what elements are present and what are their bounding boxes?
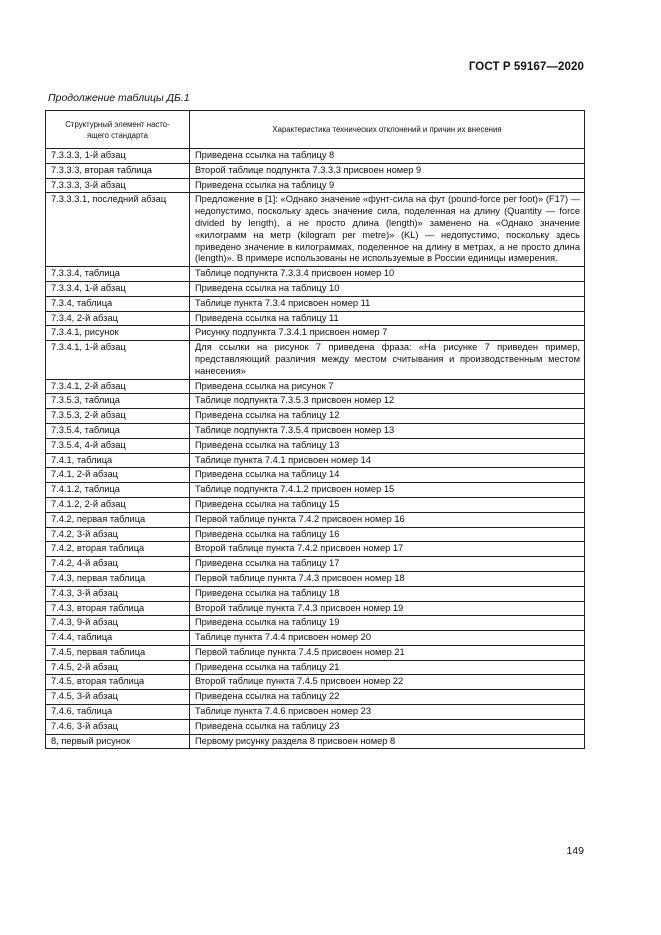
table-row (46, 296, 585, 311)
document-code: ГОСТ Р 59167—2020 (468, 61, 584, 73)
deviation-description-cell: Первой таблице пункта 7.4.5 присвоен номер 21 (190, 645, 585, 660)
table-row (46, 483, 585, 498)
structural-element-cell: 7.3.5.4, 4-й абзац (46, 438, 190, 453)
table-row (46, 527, 585, 542)
table-row (46, 586, 585, 601)
structural-element-cell: 7.3.5.3, 2-й абзац (46, 409, 190, 424)
structural-element-cell: 7.4.2, 3-й абзац (46, 527, 190, 542)
page-number: 149 (566, 845, 584, 857)
table-row (46, 512, 585, 527)
table-row (46, 645, 585, 660)
table-row (46, 571, 585, 586)
deviation-description-cell: Приведена ссылка на таблицу 16 (190, 527, 585, 542)
structural-element-cell: 7.4.6, 3-й абзац (46, 719, 190, 734)
structural-element-cell: 7.4.5, вторая таблица (46, 675, 190, 690)
deviation-description-cell: Приведена ссылка на рисунок 7 (190, 379, 585, 394)
structural-element-cell: 7.3.3.4, таблица (46, 267, 190, 282)
table-row (46, 719, 585, 734)
table-row (46, 281, 585, 296)
table-body (46, 149, 585, 749)
table-row (46, 557, 585, 572)
deviation-description-cell: Таблице пункта 7.4.6 присвоен номер 23 (190, 705, 585, 720)
table-row (46, 149, 585, 164)
structural-element-cell: 8, первый рисунок (46, 734, 190, 749)
structural-element-cell: 7.3.3.4, 1-й абзац (46, 281, 190, 296)
table-row (46, 438, 585, 453)
deviation-description-cell: Таблице пункта 7.4.4 присвоен номер 20 (190, 631, 585, 646)
structural-element-cell: 7.3.5.4, таблица (46, 423, 190, 438)
structural-element-cell: 7.4.1, 2-й абзац (46, 468, 190, 483)
table-row (46, 734, 585, 749)
structural-element-cell: 7.4.3, вторая таблица (46, 601, 190, 616)
structural-element-cell: 7.4.5, первая таблица (46, 645, 190, 660)
table-row (46, 660, 585, 675)
table-row (46, 468, 585, 483)
structural-element-cell: 7.4.1.2, 2-й абзац (46, 497, 190, 512)
table-row (46, 690, 585, 705)
table-row (46, 178, 585, 193)
deviation-description-cell: Первому рисунку раздела 8 присвоен номер 8 (190, 734, 585, 749)
column-header-deviation-description (190, 111, 585, 149)
structural-element-cell: 7.4.5, 2-й абзац (46, 660, 190, 675)
deviation-description-cell: Рисунку подпункта 7.3.4.1 присвоен номер 7 (190, 326, 585, 341)
structural-element-cell: 7.3.3.3, 1-й абзац (46, 149, 190, 164)
table-row (46, 616, 585, 631)
table-row (46, 409, 585, 424)
deviation-description-cell: Таблице пункта 7.3.4 присвоен номер 11 (190, 296, 585, 311)
deviation-description-cell: Приведена ссылка на таблицу 15 (190, 497, 585, 512)
table-row (46, 379, 585, 394)
structural-element-cell: 7.3.4, 2-й абзац (46, 311, 190, 326)
deviation-description-cell: Первой таблице пункта 7.4.3 присвоен номер 18 (190, 571, 585, 586)
deviation-description-cell: Таблице подпункта 7.3.5.3 присвоен номер 12 (190, 394, 585, 409)
deviations-table (45, 110, 585, 749)
structural-element-cell: 7.3.4, таблица (46, 296, 190, 311)
table-row (46, 453, 585, 468)
structural-element-cell: 7.4.2, первая таблица (46, 512, 190, 527)
deviation-description-cell: Приведена ссылка на таблицу 9 (190, 178, 585, 193)
structural-element-cell: 7.4.2, вторая таблица (46, 542, 190, 557)
deviation-description-cell: Второй таблице пункта 7.4.3 присвоен номер 19 (190, 601, 585, 616)
deviation-description-cell: Таблице подпункта 7.4.1.2 присвоен номер 15 (190, 483, 585, 498)
column-header-structural-element (46, 111, 190, 149)
structural-element-cell: 7.3.3.3.1, последний абзац (46, 193, 190, 267)
table-row (46, 631, 585, 646)
table-row (46, 542, 585, 557)
deviation-description-cell: Таблице пункта 7.4.1 присвоен номер 14 (190, 453, 585, 468)
table-row (46, 267, 585, 282)
structural-element-cell: 7.3.4.1, 2-й абзац (46, 379, 190, 394)
structural-element-cell: 7.4.6, таблица (46, 705, 190, 720)
table-row (46, 326, 585, 341)
structural-element-cell: 7.4.2, 4-й абзац (46, 557, 190, 572)
table-row (46, 341, 585, 379)
deviation-description-cell: Приведена ссылка на таблицу 21 (190, 660, 585, 675)
table-row (46, 675, 585, 690)
structural-element-cell: 7.4.3, 9-й абзац (46, 616, 190, 631)
deviation-description-cell: Приведена ссылка на таблицу 12 (190, 409, 585, 424)
deviation-description-cell: Приведена ссылка на таблицу 13 (190, 438, 585, 453)
deviation-description-cell: Первой таблице пункта 7.4.2 присвоен номер 16 (190, 512, 585, 527)
table-row (46, 163, 585, 178)
table-row (46, 193, 585, 267)
table-row (46, 423, 585, 438)
deviation-description-cell: Приведена ссылка на таблицу 23 (190, 719, 585, 734)
structural-element-cell: 7.3.4.1, 1-й абзац (46, 341, 190, 379)
deviation-description-cell: Второй таблице пункта 7.4.5 присвоен номер 22 (190, 675, 585, 690)
deviation-description-cell: Таблице подпункта 7.3.3.4 присвоен номер 10 (190, 267, 585, 282)
structural-element-cell: 7.4.1, таблица (46, 453, 190, 468)
column-header-text: Характеристика технических отклонений и причин их внесения (272, 125, 502, 134)
table-row (46, 394, 585, 409)
deviation-description-cell: Приведена ссылка на таблицу 14 (190, 468, 585, 483)
table-row (46, 705, 585, 720)
column-header-text: Структурный элемент насто- ящего стандарта (65, 119, 170, 140)
deviation-description-cell: Приведена ссылка на таблицу 18 (190, 586, 585, 601)
deviation-description-cell: Приведена ссылка на таблицу 10 (190, 281, 585, 296)
deviation-description-cell: Для ссылки на рисунок 7 приведена фраза: «На рисунке 7 приведен пример, представляющий различия между местом считывания и производственным местом нанесения» (190, 341, 585, 379)
table-row (46, 601, 585, 616)
deviation-description-cell: Приведена ссылка на таблицу 22 (190, 690, 585, 705)
structural-element-cell: 7.3.3.3, вторая таблица (46, 163, 190, 178)
deviation-description-cell: Предложение в [1]: «Однако значение «фунт-сила на фут (pound-force per foot)» (F17) — недопустимо, поскольку здесь значение сила, поделенная на длину (Quantity — force divided by length), а не просто длина (length)» заменено на «Однако значение «килограмм на метр (kilogram per metre)» (KL) — недопустимо, поскольку здесь приведено значение в килограммах, поделенное на длину в метрах, а не просто длина (length)». В примере использованы не используемые в России единицы измерения. (190, 193, 585, 267)
structural-element-cell: 7.4.1.2, таблица (46, 483, 190, 498)
structural-element-cell: 7.3.5.3, таблица (46, 394, 190, 409)
deviation-description-cell: Приведена ссылка на таблицу 19 (190, 616, 585, 631)
structural-element-cell: 7.3.4.1, рисунок (46, 326, 190, 341)
deviation-description-cell: Второй таблице пункта 7.4.2 присвоен номер 17 (190, 542, 585, 557)
structural-element-cell: 7.4.3, первая таблица (46, 571, 190, 586)
deviation-description-cell: Приведена ссылка на таблицу 11 (190, 311, 585, 326)
structural-element-cell: 7.4.5, 3-й абзац (46, 690, 190, 705)
table-header-row (46, 111, 585, 149)
structural-element-cell: 7.4.4, таблица (46, 631, 190, 646)
table-caption: Продолжение таблицы ДБ.1 (48, 92, 190, 104)
deviation-description-cell: Второй таблице подпункта 7.3.3.3 присвоен номер 9 (190, 163, 585, 178)
deviation-description-cell: Приведена ссылка на таблицу 8 (190, 149, 585, 164)
deviation-description-cell: Таблице подпункта 7.3.5.4 присвоен номер 13 (190, 423, 585, 438)
table-row (46, 311, 585, 326)
structural-element-cell: 7.4.3, 3-й абзац (46, 586, 190, 601)
deviation-description-cell: Приведена ссылка на таблицу 17 (190, 557, 585, 572)
table-row (46, 497, 585, 512)
structural-element-cell: 7.3.3.3, 3-й абзац (46, 178, 190, 193)
